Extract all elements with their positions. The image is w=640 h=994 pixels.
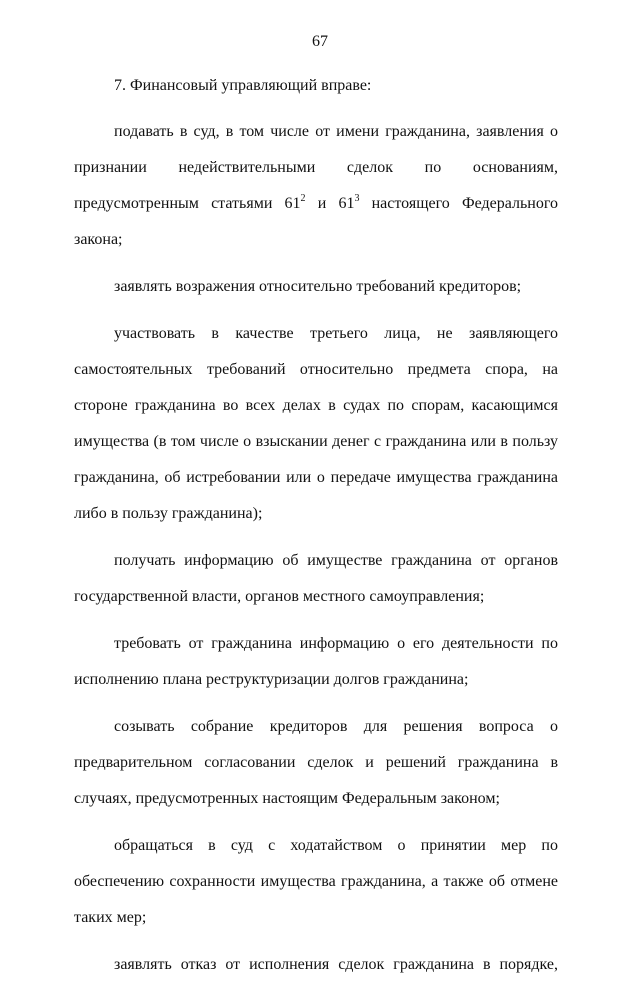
paragraph-court-petition: обращаться в суд с ходатайством о принятии мер по обеспечению сохранности имущества гражданина, а также об отмене таких мер; [74, 837, 558, 926]
paragraph-objections: заявлять возражения относительно требований кредиторов; [114, 278, 522, 295]
section-heading: 7. Финансовый управляющий вправе: [114, 77, 372, 94]
superscript-2: 2 [300, 192, 306, 204]
paragraph-third-party: участвовать в качестве третьего лица, не заявляющего самостоятельных требований относительно предмета спора, на стороне гражданина во всех делах в судах по спорам, касающимся имущества (в том числе о взыскании денег с гражданина или в пользу гражданина, об истребовании или о передаче имущества гражданина либо в пользу гражданина); [74, 325, 558, 522]
page-number: 67 [312, 33, 328, 50]
paragraph-court-claims [74, 114, 558, 258]
paragraph-creditors-meeting: созывать собрание кредиторов для решения вопроса о предварительном согласовании сделок и решений гражданина в случаях, предусмотренных настоящим Федеральным законом; [74, 718, 558, 807]
paragraph-text: настоящего Федерального закона; [74, 195, 558, 248]
superscript-3: 3 [354, 192, 360, 204]
paragraph-text: и 61 [305, 195, 355, 212]
paragraph-demand-information: требовать от гражданина информацию о его деятельности по исполнению плана реструктуризации долгов гражданина; [74, 635, 558, 688]
document-body [74, 68, 558, 994]
paragraph-text: подавать в суд, в том числе от имени гражданина, заявления о признании недействительными сделок по основаниям, предусмотренным статьями 61 [74, 123, 558, 212]
paragraph-refusal: заявлять отказ от исполнения сделок гражданина в порядке, [114, 956, 558, 973]
paragraph-information: получать информацию об имуществе гражданина от органов государственной власти, органов местного самоуправления; [74, 552, 558, 605]
